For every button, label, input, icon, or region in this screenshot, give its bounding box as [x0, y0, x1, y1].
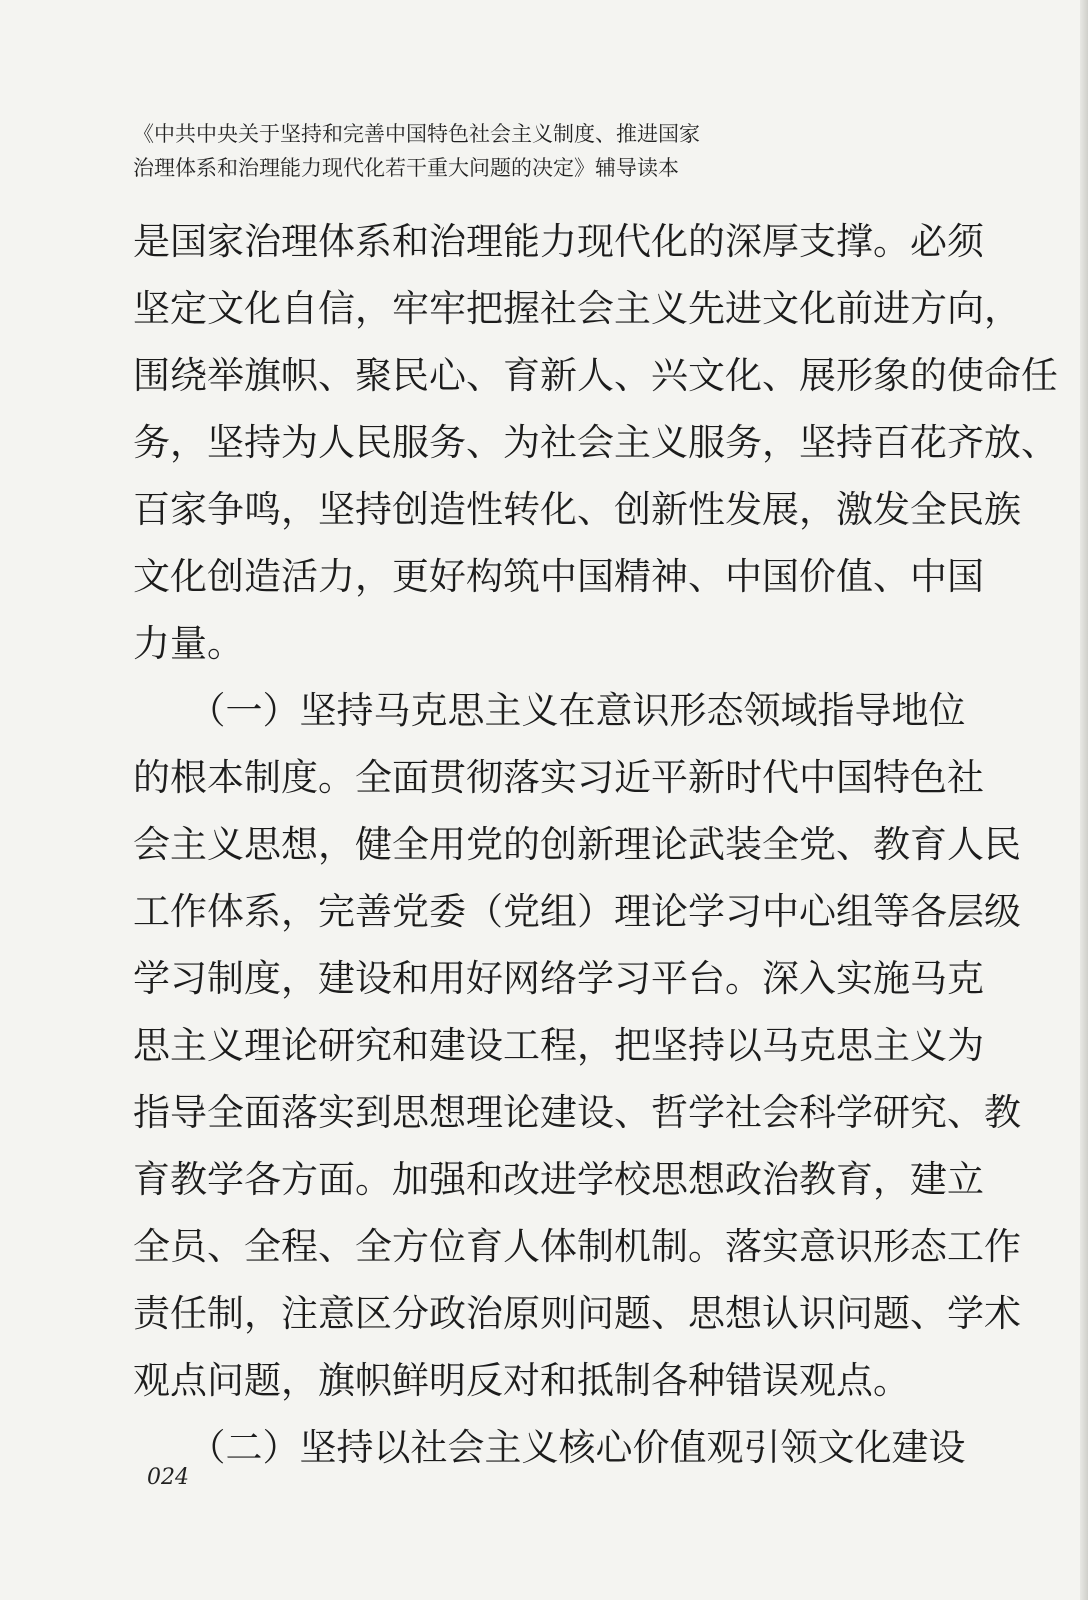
text-line: 务，坚持为人民服务、为社会主义服务，坚持百花齐放、: [133, 421, 1058, 464]
text-line: 责任制，注意区分政治原则问题、思想认识问题、学术: [133, 1292, 1021, 1335]
text-line: 围绕举旗帜、聚民心、育新人、兴文化、展形象的使命任: [133, 354, 1058, 397]
body-text: [133, 208, 1058, 1481]
text-line: 育教学各方面。加强和改进学校思想政治教育，建立: [133, 1158, 984, 1201]
running-header: [133, 117, 893, 185]
text-line: 全员、全程、全方位育人体制机制。落实意识形态工作: [133, 1225, 1021, 1268]
text-line: 文化创造活力，更好构筑中国精神、中国价值、中国: [133, 555, 984, 598]
text-line: 的根本制度。全面贯彻落实习近平新时代中国特色社: [133, 756, 984, 799]
text-line: 指导全面落实到思想理论建设、哲学社会科学研究、教: [133, 1091, 1021, 1134]
text-line: 坚定文化自信，牢牢把握社会主义先进文化前进方向，: [133, 287, 1021, 330]
page-edge-shadow: [1080, 0, 1088, 1600]
text-line: 观点问题，旗帜鲜明反对和抵制各种错误观点。: [133, 1359, 910, 1402]
section-heading-line: （一）坚持马克思主义在意识形态领域指导地位: [133, 689, 966, 732]
text-line: 力量。: [133, 622, 244, 665]
text-line: 工作体系，完善党委（党组）理论学习中心组等各层级: [133, 890, 1021, 933]
running-header-line-2: 治理体系和治理能力现代化若干重大问题的决定》辅导读本: [133, 156, 679, 180]
running-header-line-1: 《中共中央关于坚持和完善中国特色社会主义制度、推进国家: [133, 122, 700, 146]
text-line: 思主义理论研究和建设工程，把坚持以马克思主义为: [133, 1024, 984, 1067]
page-number: 024: [147, 1465, 189, 1490]
text-line: 百家争鸣，坚持创造性转化、创新性发展，激发全民族: [133, 488, 1021, 531]
text-line: 会主义思想，健全用党的创新理论武装全党、教育人民: [133, 823, 1021, 866]
text-line: 学习制度，建设和用好网络学习平台。深入实施马克: [133, 957, 984, 1000]
section-heading-line: （二）坚持以社会主义核心价值观引领文化建设: [133, 1426, 966, 1469]
text-line: 是国家治理体系和治理能力现代化的深厚支撑。必须: [133, 220, 984, 263]
